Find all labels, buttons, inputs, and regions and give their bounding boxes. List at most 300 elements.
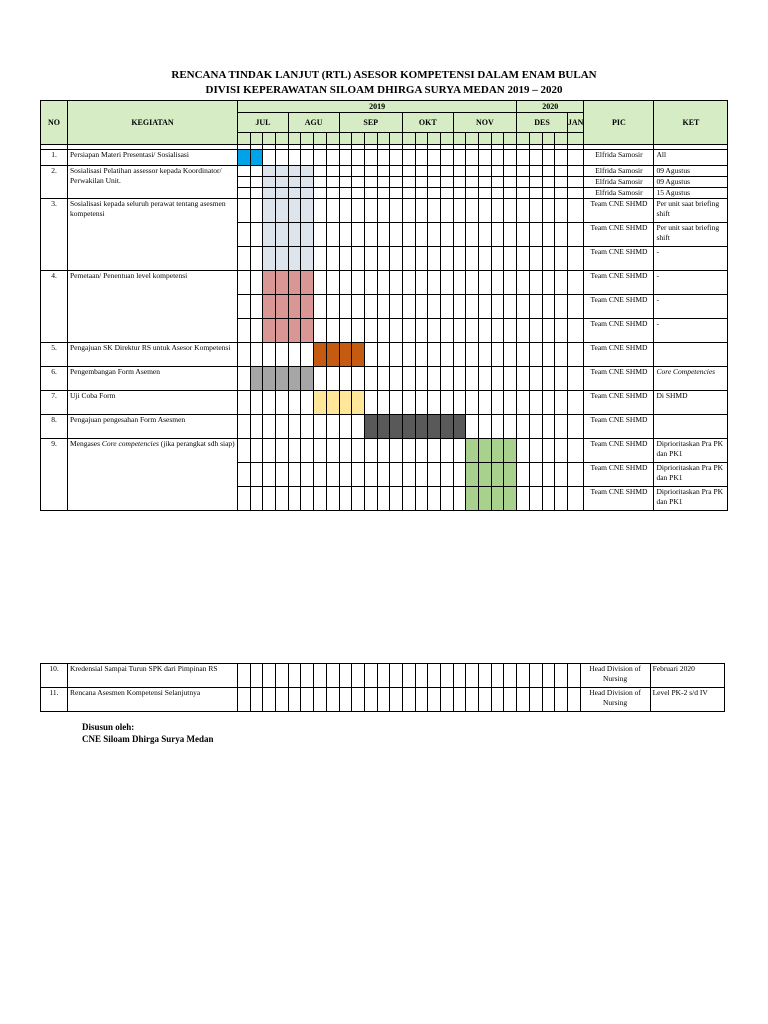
week-cell xyxy=(415,188,428,199)
week-cell xyxy=(529,247,542,271)
week-cell xyxy=(517,688,530,712)
ket-cell: - xyxy=(654,319,728,343)
week-cell xyxy=(453,166,466,177)
week-cell xyxy=(288,343,301,367)
week-cell xyxy=(567,343,584,367)
week-cell xyxy=(415,199,428,223)
week-cell xyxy=(567,188,584,199)
week-cell xyxy=(428,295,441,319)
week-cell xyxy=(479,177,492,188)
week-cell xyxy=(238,223,251,247)
week-cell xyxy=(314,319,327,343)
week-cell xyxy=(352,295,365,319)
table-row xyxy=(41,688,725,712)
ket-cell: Diprioritaskan Pra PK dan PK1 xyxy=(654,463,728,487)
week-cell xyxy=(390,223,403,247)
week-cell xyxy=(466,199,479,223)
week-cell xyxy=(479,688,492,712)
pic-cell: Elfrida Samosir xyxy=(584,177,654,188)
week-cell xyxy=(567,463,584,487)
week-cell xyxy=(288,150,301,166)
week-cell xyxy=(263,391,276,415)
week-cell xyxy=(491,223,504,247)
ket-cell: Core Competencies xyxy=(654,367,728,391)
week-cell xyxy=(441,343,454,367)
ket-cell: - xyxy=(654,271,728,295)
week-cell xyxy=(402,319,415,343)
year-2020-header: 2020 xyxy=(517,101,584,113)
week-header-cell xyxy=(238,133,251,145)
week-cell xyxy=(567,247,584,271)
gantt-bar-cell xyxy=(263,199,276,223)
week-cell xyxy=(529,664,542,688)
week-cell xyxy=(466,688,479,712)
gantt-bar-cell xyxy=(301,177,314,188)
week-cell xyxy=(542,664,555,688)
week-cell xyxy=(441,319,454,343)
week-cell xyxy=(441,223,454,247)
week-cell xyxy=(314,223,327,247)
row-number: 10. xyxy=(41,664,68,688)
week-cell xyxy=(339,166,352,177)
week-cell xyxy=(339,223,352,247)
week-cell xyxy=(466,271,479,295)
week-cell xyxy=(428,271,441,295)
week-cell xyxy=(504,150,517,166)
week-cell xyxy=(314,463,327,487)
week-cell xyxy=(364,199,377,223)
week-cell xyxy=(453,295,466,319)
week-cell xyxy=(567,166,584,177)
week-cell xyxy=(238,177,251,188)
row-number: 2. xyxy=(41,166,68,199)
week-cell xyxy=(441,271,454,295)
week-cell xyxy=(314,439,327,463)
ket-cell: Diprioritaskan Pra PK dan PK1 xyxy=(654,439,728,463)
activity-cell: Sosialisasi kepada seluruh perawat tentang asesmen kompetensi xyxy=(68,199,238,271)
week-cell xyxy=(339,367,352,391)
week-cell xyxy=(542,188,555,199)
week-cell xyxy=(326,367,339,391)
week-cell xyxy=(402,688,415,712)
prepared-by-name: CNE Siloam Dhirga Surya Medan xyxy=(82,734,214,744)
week-cell xyxy=(529,271,542,295)
week-cell xyxy=(377,271,390,295)
month-header-jul: JUL xyxy=(238,113,289,133)
week-cell xyxy=(555,188,568,199)
week-cell xyxy=(491,319,504,343)
week-cell xyxy=(567,367,584,391)
gantt-bar-cell xyxy=(326,343,339,367)
week-cell xyxy=(314,177,327,188)
gantt-bar-cell xyxy=(466,439,479,463)
week-cell xyxy=(517,199,530,223)
week-cell xyxy=(377,150,390,166)
week-cell xyxy=(567,664,580,688)
week-header-cell xyxy=(339,133,352,145)
week-cell xyxy=(364,487,377,511)
week-cell xyxy=(364,391,377,415)
gantt-bar-cell xyxy=(263,295,276,319)
week-cell xyxy=(402,664,415,688)
week-cell xyxy=(339,463,352,487)
gantt-bar-cell xyxy=(288,247,301,271)
week-cell xyxy=(402,150,415,166)
week-cell xyxy=(314,271,327,295)
week-cell xyxy=(567,319,584,343)
week-cell xyxy=(377,295,390,319)
week-cell xyxy=(364,439,377,463)
week-cell xyxy=(263,415,276,439)
week-cell xyxy=(517,343,530,367)
week-cell xyxy=(288,391,301,415)
week-cell xyxy=(479,415,492,439)
week-cell xyxy=(567,199,584,223)
week-cell xyxy=(263,487,276,511)
week-cell xyxy=(542,367,555,391)
week-cell xyxy=(466,247,479,271)
week-cell xyxy=(517,177,530,188)
week-cell xyxy=(250,415,263,439)
week-cell xyxy=(352,177,365,188)
week-cell xyxy=(428,367,441,391)
week-cell xyxy=(238,199,251,223)
week-cell xyxy=(542,271,555,295)
week-cell xyxy=(352,199,365,223)
week-cell xyxy=(491,199,504,223)
week-cell xyxy=(250,199,263,223)
week-cell xyxy=(415,487,428,511)
gantt-bar-cell xyxy=(263,188,276,199)
week-cell xyxy=(352,415,365,439)
week-cell xyxy=(415,247,428,271)
week-cell xyxy=(415,343,428,367)
week-cell xyxy=(276,463,289,487)
gantt-bar-cell xyxy=(504,439,517,463)
week-cell xyxy=(263,439,276,463)
week-cell xyxy=(390,177,403,188)
week-cell xyxy=(453,223,466,247)
year-2019-header: 2019 xyxy=(238,101,517,113)
week-cell xyxy=(453,150,466,166)
gantt-bar-cell xyxy=(466,487,479,511)
week-cell xyxy=(555,415,568,439)
week-cell xyxy=(517,247,530,271)
week-cell xyxy=(453,247,466,271)
col-header-kegiatan: KEGIATAN xyxy=(68,101,238,145)
week-cell xyxy=(377,367,390,391)
week-cell xyxy=(390,271,403,295)
gantt-bar-cell xyxy=(288,199,301,223)
week-cell xyxy=(364,295,377,319)
week-cell xyxy=(415,223,428,247)
week-cell xyxy=(453,439,466,463)
week-cell xyxy=(390,247,403,271)
week-cell xyxy=(339,487,352,511)
row-number: 6. xyxy=(41,367,68,391)
week-cell xyxy=(301,463,314,487)
activity-text-italic: Core competencies xyxy=(101,439,159,448)
week-cell xyxy=(250,343,263,367)
row-number: 5. xyxy=(41,343,68,367)
week-cell xyxy=(364,271,377,295)
week-cell xyxy=(517,391,530,415)
table-row xyxy=(41,439,728,463)
week-cell xyxy=(529,463,542,487)
week-cell xyxy=(517,150,530,166)
week-cell xyxy=(314,166,327,177)
gantt-bar-cell xyxy=(263,247,276,271)
week-cell xyxy=(529,166,542,177)
week-cell xyxy=(250,271,263,295)
week-header-cell xyxy=(250,133,263,145)
week-header-cell xyxy=(491,133,504,145)
week-cell xyxy=(504,247,517,271)
week-cell xyxy=(238,295,251,319)
week-cell xyxy=(491,177,504,188)
week-cell xyxy=(555,688,568,712)
row-number: 3. xyxy=(41,199,68,271)
week-cell xyxy=(466,223,479,247)
week-cell xyxy=(453,199,466,223)
week-cell xyxy=(377,199,390,223)
week-cell xyxy=(441,247,454,271)
week-cell xyxy=(567,271,584,295)
pic-cell: Team CNE SHMD xyxy=(584,295,654,319)
week-cell xyxy=(567,487,584,511)
week-cell xyxy=(466,150,479,166)
week-cell xyxy=(402,223,415,247)
week-cell xyxy=(238,166,251,177)
week-cell xyxy=(238,247,251,271)
gantt-bar-cell xyxy=(479,487,492,511)
week-cell xyxy=(479,150,492,166)
week-cell xyxy=(529,188,542,199)
week-cell xyxy=(364,223,377,247)
week-cell xyxy=(428,439,441,463)
week-cell xyxy=(276,688,289,712)
week-cell xyxy=(529,295,542,319)
ket-cell: 09 Agustus xyxy=(654,177,728,188)
week-cell xyxy=(504,166,517,177)
month-header-okt: OKT xyxy=(402,113,453,133)
week-cell xyxy=(326,664,339,688)
week-cell xyxy=(542,415,555,439)
week-cell xyxy=(415,177,428,188)
pic-cell: Team CNE SHMD xyxy=(584,367,654,391)
gantt-bar-cell xyxy=(390,415,403,439)
pic-cell: Team CNE SHMD xyxy=(584,199,654,223)
week-cell xyxy=(288,688,301,712)
week-cell xyxy=(314,415,327,439)
week-cell xyxy=(441,150,454,166)
week-cell xyxy=(390,688,403,712)
activity-cell: Pengajuan SK Direktur RS untuk Asesor Kompetensi xyxy=(68,343,238,367)
week-header-cell xyxy=(453,133,466,145)
ket-cell: - xyxy=(654,247,728,271)
pic-cell: Head Division of Nursing xyxy=(580,688,650,712)
activity-text: Mengases xyxy=(70,439,102,448)
gantt-bar-cell xyxy=(491,487,504,511)
week-cell xyxy=(466,391,479,415)
week-cell xyxy=(390,150,403,166)
gantt-bar-cell xyxy=(288,319,301,343)
week-cell xyxy=(314,664,327,688)
col-header-no: NO xyxy=(41,101,68,145)
week-cell xyxy=(238,487,251,511)
week-cell xyxy=(453,177,466,188)
week-cell xyxy=(314,199,327,223)
week-cell xyxy=(428,199,441,223)
prepared-by-label: Disusun oleh: xyxy=(82,722,135,732)
gantt-bar-cell xyxy=(352,343,365,367)
week-cell xyxy=(479,223,492,247)
gantt-bar-cell xyxy=(288,166,301,177)
week-cell xyxy=(504,415,517,439)
week-cell xyxy=(377,664,390,688)
week-cell xyxy=(377,439,390,463)
week-cell xyxy=(402,199,415,223)
week-cell xyxy=(441,688,454,712)
gantt-bar-cell xyxy=(276,188,289,199)
week-cell xyxy=(364,319,377,343)
week-cell xyxy=(517,415,530,439)
week-cell xyxy=(517,223,530,247)
week-cell xyxy=(542,295,555,319)
week-cell xyxy=(250,247,263,271)
pic-cell: Team CNE SHMD xyxy=(584,439,654,463)
week-cell xyxy=(555,664,568,688)
week-cell xyxy=(479,367,492,391)
week-cell xyxy=(517,463,530,487)
week-cell xyxy=(415,688,428,712)
pic-cell: Team CNE SHMD xyxy=(584,319,654,343)
week-cell xyxy=(567,295,584,319)
week-cell xyxy=(377,343,390,367)
week-cell xyxy=(567,177,584,188)
gantt-bar-cell xyxy=(491,439,504,463)
week-cell xyxy=(301,391,314,415)
week-cell xyxy=(415,319,428,343)
week-cell xyxy=(415,367,428,391)
week-cell xyxy=(250,688,263,712)
week-header-cell xyxy=(542,133,555,145)
gantt-bar-cell xyxy=(301,188,314,199)
week-cell xyxy=(377,391,390,415)
week-cell xyxy=(441,439,454,463)
month-header-des: DES xyxy=(517,113,568,133)
week-cell xyxy=(504,177,517,188)
gantt-bar-cell xyxy=(339,343,352,367)
pic-cell: Team CNE SHMD xyxy=(584,463,654,487)
week-cell xyxy=(428,343,441,367)
gantt-bar-cell xyxy=(276,199,289,223)
week-header-cell xyxy=(377,133,390,145)
week-cell xyxy=(402,247,415,271)
week-cell xyxy=(238,463,251,487)
document-subtitle: DIVISI KEPERAWATAN SILOAM DHIRGA SURYA MEDAN 2019 – 2020 xyxy=(205,84,563,96)
week-cell xyxy=(301,664,314,688)
week-cell xyxy=(377,177,390,188)
gantt-bar-cell xyxy=(276,271,289,295)
week-cell xyxy=(491,343,504,367)
row-number: 4. xyxy=(41,271,68,343)
gantt-bar-cell xyxy=(276,177,289,188)
week-cell xyxy=(441,188,454,199)
week-cell xyxy=(263,664,276,688)
week-cell xyxy=(441,391,454,415)
week-cell xyxy=(491,688,504,712)
week-cell xyxy=(466,343,479,367)
week-cell xyxy=(491,166,504,177)
week-cell xyxy=(314,295,327,319)
week-cell xyxy=(441,367,454,391)
week-cell xyxy=(529,439,542,463)
week-cell xyxy=(491,415,504,439)
gantt-bar-cell xyxy=(428,415,441,439)
week-cell xyxy=(529,199,542,223)
week-cell xyxy=(453,391,466,415)
month-header-agu: AGU xyxy=(288,113,339,133)
week-cell xyxy=(555,150,568,166)
week-cell xyxy=(352,664,365,688)
week-cell xyxy=(276,415,289,439)
week-cell xyxy=(555,463,568,487)
week-cell xyxy=(504,391,517,415)
activity-cell: Pengajuan pengesahan Form Asesmen xyxy=(68,415,238,439)
week-cell xyxy=(377,463,390,487)
gantt-bar-cell xyxy=(301,295,314,319)
week-cell xyxy=(326,223,339,247)
ket-cell: 09 Agustus xyxy=(654,166,728,177)
week-cell xyxy=(542,247,555,271)
week-cell xyxy=(390,439,403,463)
week-cell xyxy=(377,166,390,177)
week-cell xyxy=(491,247,504,271)
pic-cell: Head Division of Nursing xyxy=(580,664,650,688)
week-header-cell xyxy=(301,133,314,145)
week-cell xyxy=(390,188,403,199)
month-header-jan: JAN xyxy=(567,113,584,133)
week-cell xyxy=(415,166,428,177)
gantt-bar-cell xyxy=(504,463,517,487)
gantt-bar-cell xyxy=(301,271,314,295)
week-cell xyxy=(517,188,530,199)
week-cell xyxy=(529,223,542,247)
pic-cell: Team CNE SHMD xyxy=(584,415,654,439)
week-cell xyxy=(377,688,390,712)
week-header-cell xyxy=(352,133,365,145)
row-number: 8. xyxy=(41,415,68,439)
week-cell xyxy=(428,487,441,511)
week-cell xyxy=(415,295,428,319)
week-cell xyxy=(441,487,454,511)
week-cell xyxy=(314,247,327,271)
table-row xyxy=(41,166,728,177)
gantt-bar-cell xyxy=(263,319,276,343)
activity-cell xyxy=(68,439,238,511)
gantt-bar-cell xyxy=(263,223,276,247)
week-cell xyxy=(250,463,263,487)
week-cell xyxy=(263,150,276,166)
week-cell xyxy=(326,439,339,463)
week-cell xyxy=(479,343,492,367)
week-cell xyxy=(479,166,492,177)
week-cell xyxy=(466,367,479,391)
gantt-bar-cell xyxy=(504,487,517,511)
week-cell xyxy=(428,319,441,343)
week-cell xyxy=(555,271,568,295)
